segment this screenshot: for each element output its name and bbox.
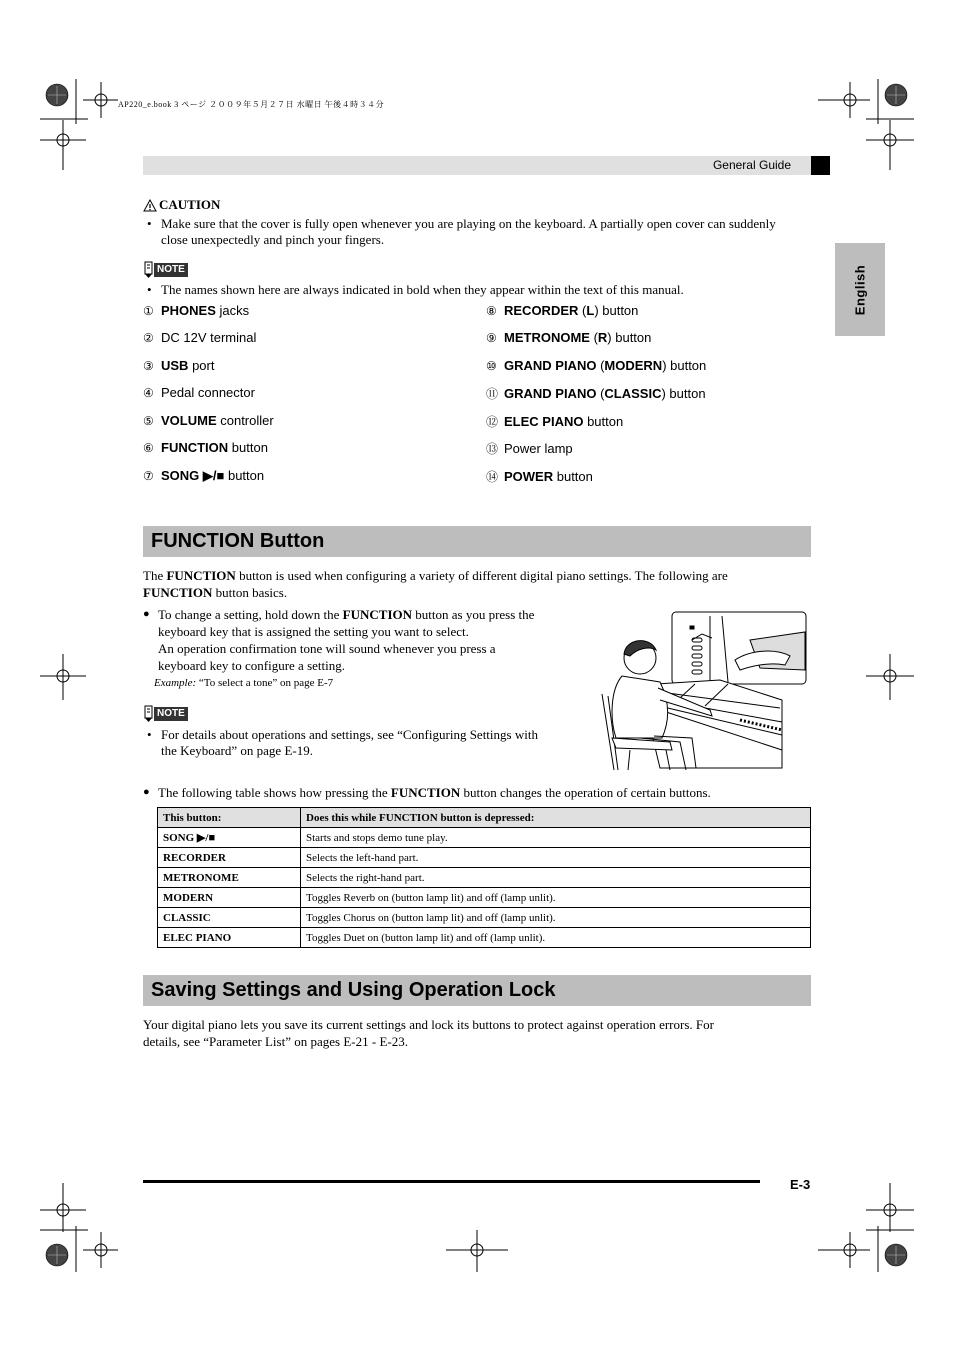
footer-rule — [143, 1180, 760, 1183]
note-bullet: • The names shown here are always indicated in bold when they appear within the text of this manual. — [147, 282, 797, 298]
note-text: The names shown here are always indicated in bold when they appear within the text of this manual. — [161, 282, 684, 297]
language-tab — [835, 243, 885, 336]
table-row — [158, 908, 811, 928]
saving-section-header — [143, 975, 811, 1006]
bullet-dot: ● — [143, 608, 150, 620]
table-header-cell: This button: — [158, 808, 301, 828]
table-cell: Starts and stops demo tune play. — [301, 828, 811, 848]
function-table — [157, 807, 811, 948]
caution-heading — [143, 197, 220, 213]
note-badge-2 — [143, 705, 188, 723]
part-item: ⑧ RECORDER (L) button — [486, 303, 639, 318]
table-cell: SONG ▶/■ — [158, 828, 301, 848]
saving-paragraph: Your digital piano lets you save its current settings and lock its buttons to protect against operation errors. For details, see “Parameter List” on pages E-21 - E-23. — [143, 1017, 714, 1049]
table-row — [158, 928, 811, 948]
table-row — [158, 888, 811, 908]
example-line: Example: “To select a tone” on page E-7 — [154, 677, 334, 689]
table-cell: Toggles Reverb on (button lamp lit) and off (lamp unlit). — [301, 888, 811, 908]
note-pencil-icon — [143, 261, 154, 279]
table-row — [158, 828, 811, 848]
table-cell: ELEC PIANO — [158, 928, 301, 948]
table-cell: Toggles Chorus on (button lamp lit) and off (lamp unlit). — [301, 908, 811, 928]
table-header-row — [158, 808, 811, 828]
part-item: ⑤ VOLUME controller — [143, 413, 274, 428]
table-cell: Selects the left-hand part. — [301, 848, 811, 868]
part-item: ⑦ SONG ▶/■ button — [143, 468, 265, 483]
caution-text: Make sure that the cover is fully open whenever you are playing on the keyboard. A partially open cover can suddenly close unexpectedly and pinch your fingers. — [161, 216, 776, 247]
note-label: NOTE — [154, 263, 188, 277]
caution-title: CAUTION — [159, 197, 221, 212]
table-cell: RECORDER — [158, 848, 301, 868]
table-cell: MODERN — [158, 888, 301, 908]
function-note-bullet: • For details about operations and settings, see “Configuring Settings with the Keyboard” on page E-19. — [147, 727, 538, 758]
table-cell: METRONOME — [158, 868, 301, 888]
saving-section-title: Saving Settings and Using Operation Lock — [151, 979, 556, 1001]
part-item: ⑪ GRAND PIANO (CLASSIC) button — [486, 386, 706, 401]
bullet-dot: ● — [143, 786, 150, 798]
note-pencil-icon — [143, 705, 154, 723]
section-label: General Guide — [712, 158, 791, 172]
page-number: E-3 — [790, 1177, 811, 1192]
print-header: AP220_e.book 3 ページ ２００９年５月２７日 水曜日 午後４時３４分 — [118, 100, 385, 109]
note-label: NOTE — [154, 707, 188, 721]
part-item: ⑬ Power lamp — [486, 441, 573, 456]
table-cell: CLASSIC — [158, 908, 301, 928]
part-item: ⑨ METRONOME (R) button — [486, 330, 652, 345]
warning-icon — [143, 199, 157, 212]
header-block — [811, 156, 830, 175]
part-item: ⑥ FUNCTION button — [143, 440, 268, 455]
note-badge — [143, 261, 188, 279]
function-section-header — [143, 526, 811, 557]
function-bullet-1: ● To change a setting, hold down the FUNCTION button as you press the keyboard key that is assigned the setting you want to select. An operation confirmation tone will sound whenever you press a keyboard key to configure a setting. — [143, 607, 535, 673]
function-section-title: FUNCTION Button — [151, 530, 325, 552]
part-item: ④ Pedal connector — [143, 385, 255, 400]
function-bullet-2: ● The following table shows how pressing the FUNCTION button changes the operation of certain buttons. — [143, 785, 711, 800]
part-item: ⑭ POWER button — [486, 469, 593, 484]
language-tab-label: English — [852, 264, 868, 315]
table-row — [158, 868, 811, 888]
part-item: ③ USB port — [143, 358, 215, 373]
part-item: ⑫ ELEC PIANO button — [486, 414, 624, 429]
table-cell: Selects the right-hand part. — [301, 868, 811, 888]
table-cell: Toggles Duet on (button lamp lit) and off (lamp unlit). — [301, 928, 811, 948]
table-row — [158, 848, 811, 868]
function-intro: The FUNCTION button is used when configuring a variety of different digital piano settings. The following are FUNCTION button basics. — [143, 568, 728, 600]
part-item: ⑩ GRAND PIANO (MODERN) button — [486, 358, 707, 373]
piano-illustration — [600, 610, 812, 772]
table-header-cell: Does this while FUNCTION button is depressed: — [301, 808, 811, 828]
part-item: ① PHONES jacks — [143, 303, 250, 318]
header-bar — [143, 156, 811, 175]
caution-bullet: • Make sure that the cover is fully open whenever you are playing on the keyboard. A partially open cover can suddenly close unexpectedly and pinch your fingers. — [147, 216, 797, 248]
part-item: ② DC 12V terminal — [143, 330, 257, 345]
